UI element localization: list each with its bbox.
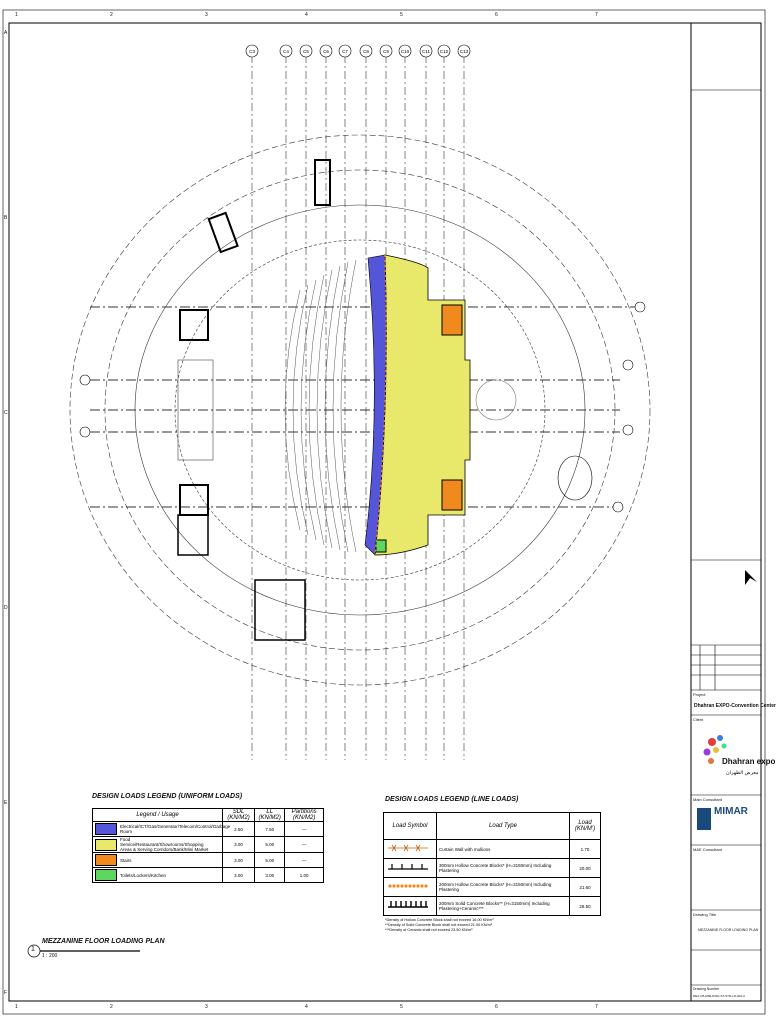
plan-scale: 1 : 200	[42, 953, 58, 959]
plan-number: 1	[31, 946, 35, 953]
table-cell: —	[285, 853, 324, 868]
col-header: Load (KN/M')	[570, 813, 601, 840]
table-cell: 3.00	[223, 837, 255, 853]
table-row	[93, 837, 324, 853]
north-arrow-icon	[745, 570, 757, 585]
table-row	[93, 868, 324, 883]
usage-label: Toilets/Lockers/Kitchen	[120, 872, 167, 878]
column-mark: 5	[400, 1004, 403, 1010]
drawing-number-label: Drawing Number	[693, 987, 720, 991]
table-cell: 3.00	[223, 868, 255, 883]
line-legend-notes	[385, 918, 493, 933]
table-cell: 2.50	[223, 822, 255, 837]
table-cell: 5.00	[255, 853, 285, 868]
usage-label: Stairs	[120, 857, 132, 863]
grid-label: C12	[439, 49, 449, 54]
col-header: Legend / Usage	[93, 809, 223, 822]
grid-label: C13	[459, 49, 469, 54]
uniform-legend-title: DESIGN LOADS LEGEND (UNIFORM LOADS)	[92, 793, 243, 800]
legend-swatch	[95, 823, 117, 835]
table-cell: 3.00	[255, 868, 285, 883]
column-mark: 7	[595, 12, 598, 18]
table-cell: 7.50	[255, 822, 285, 837]
grid-label: C7	[342, 49, 348, 54]
table-row	[93, 853, 324, 868]
table-cell: 3.00	[223, 853, 255, 868]
line-legend-table	[383, 812, 601, 916]
symbol-cell	[384, 859, 437, 878]
table-row	[93, 822, 324, 837]
column-mark: 4	[305, 12, 308, 18]
drawing-title: MEZZANINE FLOOR LOADING PLAN	[698, 928, 759, 932]
row-mark: D	[4, 605, 8, 611]
plan-title: MEZZANINE FLOOR LOADING PLAN	[42, 938, 165, 945]
column-mark: 1	[15, 12, 18, 18]
column-mark: 2	[110, 12, 113, 18]
consultant-name: MIMAR	[714, 806, 748, 817]
symbol-cell	[384, 897, 437, 916]
note-line: **Density of Solid Concrete Block shall not exceed 21.00 KN/m³	[385, 923, 492, 927]
col-header: Load Symbol	[384, 813, 437, 840]
symbol-cell	[384, 878, 437, 897]
note-line: ***Density of Ceramic shall not exceed 23.50 KN/m³	[385, 928, 473, 932]
loading-zones	[365, 255, 470, 555]
row-mark: C	[4, 410, 8, 416]
column-mark: 3	[205, 12, 208, 18]
column-mark: 7	[595, 1004, 598, 1010]
grid-label: C6	[323, 49, 329, 54]
load-value-cell: 20.00	[570, 859, 601, 878]
main-consultant-label: Main Consultant	[693, 797, 722, 802]
drawing-number: DEX-CB-MIM-DWG-ST-STR-LD-002-A	[693, 994, 746, 998]
col-header: Load Type	[437, 813, 570, 840]
client-label: Client	[693, 717, 704, 722]
table-cell: —	[285, 837, 324, 853]
row-mark: B	[4, 215, 8, 221]
table-row	[384, 859, 601, 878]
legend-swatch	[95, 869, 117, 881]
load-type-cell: Curtain Wall with mullions	[437, 840, 570, 859]
load-type-cell: 200mm Solid Concrete Blocks** (H=3150mm) Including Plastering+Ceramic***	[437, 897, 570, 916]
table-row	[384, 897, 601, 916]
legend-swatch	[95, 854, 117, 866]
col-header: SDL (KN/M2)	[223, 809, 255, 822]
grid-label: C3	[249, 49, 255, 54]
project-label: Project	[693, 692, 706, 697]
usage-label: Electrical/ICT/Gas/Generator/Telecom/Control/Garbage Room	[120, 824, 231, 834]
table-cell: —	[285, 822, 324, 837]
table-row	[384, 878, 601, 897]
row-mark: A	[4, 30, 8, 36]
col-header: LL (KN/M2)	[255, 809, 285, 822]
load-value-cell: 21.60	[570, 878, 601, 897]
project-name: Dhahran EXPO-Convention Center	[694, 703, 776, 709]
drawing-title-label: Drawing Title	[693, 912, 717, 917]
note-line: *Density of Hollow Concrete Block shall not exceed 16.00 KN/m³	[385, 918, 494, 922]
row-mark: E	[4, 800, 8, 806]
grid-label: C8	[363, 49, 369, 54]
column-mark: 6	[495, 12, 498, 18]
table-row	[384, 840, 601, 859]
symbol-cell	[384, 840, 437, 859]
grid-label: C5	[303, 49, 309, 54]
column-mark: 5	[400, 12, 403, 18]
table-cell: 1.00	[285, 868, 324, 883]
column-mark: 4	[305, 1004, 308, 1010]
col-header: Partitions (KN/M2)	[285, 809, 324, 822]
column-mark: 2	[110, 1004, 113, 1010]
legend-swatch	[95, 839, 117, 851]
table-cell: 5.00	[255, 837, 285, 853]
column-mark: 1	[15, 1004, 18, 1010]
load-value-cell: 1.70	[570, 840, 601, 859]
floor-plan	[70, 55, 650, 760]
mep-label: M&E Consultant	[693, 847, 722, 852]
row-mark: F	[4, 990, 8, 996]
uniform-legend-table	[92, 808, 324, 883]
load-value-cell: 26.50	[570, 897, 601, 916]
expo-logo-text: Dhahran expo	[722, 757, 776, 766]
line-legend-title: DESIGN LOADS LEGEND (LINE LOADS)	[385, 796, 519, 803]
grid-label: C4	[283, 49, 289, 54]
usage-label: Food Service/Restaurant/Showrooms/Shopping Areas & Serving Corridors/Bank/Mini Market	[120, 837, 209, 852]
column-mark: 3	[205, 1004, 208, 1010]
load-type-cell: 300mm Hollow Concrete Blocks* (H=3150mm) Including Plastering	[437, 859, 570, 878]
grid-label: C10	[400, 49, 410, 54]
expo-logo-arabic: معرض الظهران	[726, 770, 759, 776]
grid-label: C9	[383, 49, 389, 54]
column-mark: 6	[495, 1004, 498, 1010]
mimar-logo-icon	[697, 808, 711, 830]
load-type-cell: 200mm Hollow Concrete Blocks* (H=3150mm) Including Plastering	[437, 878, 570, 897]
grid-label: C11	[422, 49, 430, 54]
